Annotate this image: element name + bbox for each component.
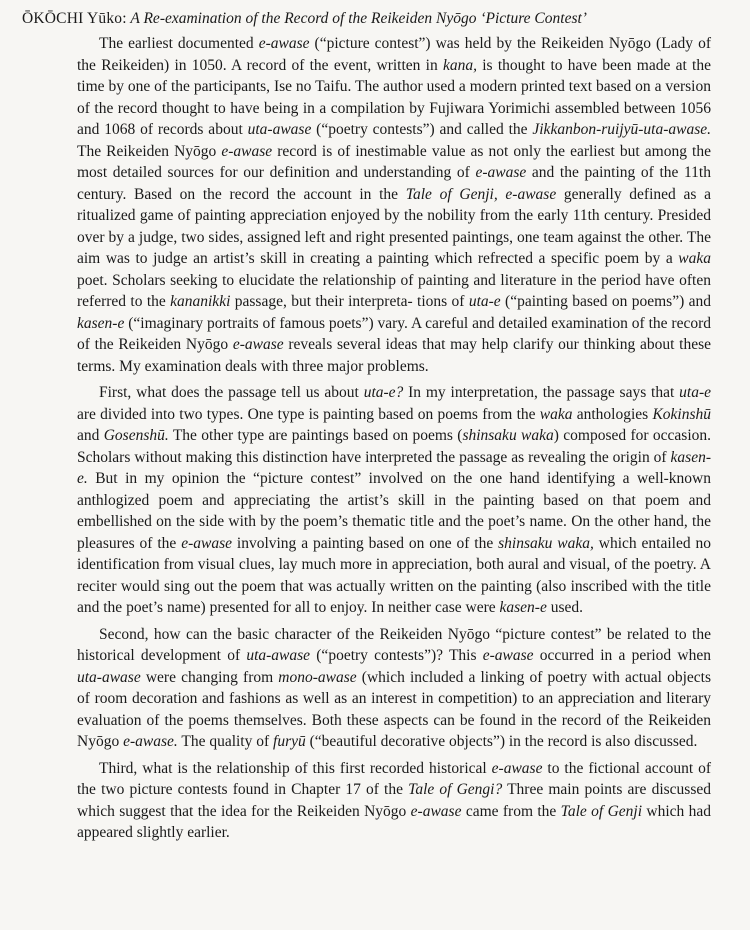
- italic-term: uta-awase: [77, 668, 141, 686]
- body-paragraph: [77, 33, 711, 377]
- italic-term: kasen-e.: [77, 448, 711, 487]
- text-run: and the painting of the 11th century. Based on the record the account in the: [77, 164, 711, 203]
- italic-term: e-awase: [181, 534, 232, 552]
- italic-term: Tale of Genji: [560, 802, 643, 820]
- italic-term: mono-awase: [278, 668, 357, 686]
- text-run: The quality of: [177, 733, 274, 750]
- text-run: (“beautiful decorative objects”) in the record is also discussed.: [305, 733, 698, 750]
- body-paragraph: [77, 382, 711, 619]
- text-run: poet. Scholars seeking to elucidate the relationship of painting and literature in the period have often referred to the: [77, 271, 711, 310]
- text-run: (“painting based on poems”) and: [500, 293, 711, 310]
- italic-term: kasen-e: [499, 599, 547, 616]
- text-run: to the fictional account of the two picture contests found in Chapter 17 of the: [77, 759, 711, 798]
- text-run: The other type are paintings based on poems (: [168, 427, 463, 444]
- italic-term: waka: [678, 250, 711, 267]
- text-run: anthologies: [572, 405, 653, 423]
- text-run: which entailed no identification from visual clues, lay much more in appreciation, both aural and visual, of the poetry. A reciter would sing out the poem that was actually written on the painting (also inscribed with the title and the poet’s name) presented for all to enjoy. In neither case were: [77, 534, 711, 616]
- text-run: But in my opinion the “picture contest” involved on the one hand identifying a well-known anthlogized poem and appreciating the artist’s skill in the painting based on that poem and embellished on the side with by the poem’s thematic title and the poet’s name. On the other hand, the pleasures of the: [77, 470, 711, 552]
- heading-separator: :: [122, 10, 131, 27]
- text-run: (“poetry contests”)? This: [310, 647, 483, 664]
- text-run: used.: [546, 599, 584, 616]
- text-run: involving a painting based on one of the: [232, 534, 499, 552]
- text-run: Three main points are discussed which suggest that the idea for the Reikeiden Nyōgo: [77, 781, 711, 820]
- author-name: ŌKŌCHI Yūko: [22, 10, 123, 27]
- text-run: were changing from: [140, 668, 279, 686]
- italic-term: kananikki: [170, 293, 231, 310]
- body-paragraph: [77, 758, 711, 844]
- text-run: First, what does the passage tell us about: [99, 384, 364, 401]
- text-run: which had appeared slightly earlier.: [77, 802, 711, 841]
- italic-term: e-awase: [491, 759, 543, 777]
- text-run: came from the: [461, 802, 561, 820]
- italic-term: Kokinshū: [652, 405, 711, 423]
- text-run: reveals several ideas that may help clarify our thinking about these terms. My examination deals with three major problems.: [77, 336, 711, 375]
- italic-term: kana,: [442, 56, 477, 74]
- italic-term: e-awase: [232, 336, 284, 353]
- text-run: (which included a linking of poetry with actual objects of room decoration and fashions as well as an interest in competition) to an appreciation and literary evaluation of the poems themselves. Both these aspects can be found in the record of the Reikeiden Nyōgo: [77, 668, 711, 750]
- italic-term: uta-e: [679, 384, 711, 401]
- text-run: Third, what is the relationship of this first recorded historical: [99, 759, 492, 777]
- text-run: ) composed for occasion. Scholars without making this distinction have interpreted the passage as revealing the origin of: [77, 427, 712, 466]
- text-run: (“poetry contests”) and called the: [311, 121, 533, 138]
- italic-term: shinsaku waka: [462, 427, 554, 444]
- text-run: passage, but their interpreta- tions of: [230, 293, 469, 310]
- italic-term: e-awase: [258, 35, 310, 52]
- text-run: is thought to have been made at the time by one of the participants, Ise no Taifu. The author used a modern printed text based on a version of the record thought to have being in a compilation by Fujiwara Yorimichi assembled between 1056 and 1068 of records about: [77, 56, 711, 138]
- text-run: generally defined as a ritualized game of painting appreciation enjoyed by the nobility from the early 11th century. Presided over by a judge, two sides, assigned left and right presented paintings, one team against the other. The aim was to judge an artist’s skill in creating a painting which refrected a specific poem by a: [77, 185, 711, 267]
- italic-term: Gosenshū.: [103, 427, 169, 444]
- italic-term: furyū: [273, 733, 306, 750]
- italic-term: Tale of Gengi?: [408, 781, 503, 798]
- article-title: A Re-examination of the Record of the Reikeiden Nyōgo ‘Picture Contest’: [130, 10, 587, 27]
- italic-term: e-awase.: [123, 733, 178, 750]
- text-run: are divided into two types. One type is painting based on poems from the: [77, 405, 540, 423]
- italic-term: uta-e: [468, 293, 501, 310]
- italic-term: e-awase: [482, 647, 534, 664]
- italic-term: shinsaku waka,: [498, 534, 594, 552]
- text-run: occurred in a period when: [533, 647, 711, 664]
- body-paragraph: [77, 624, 711, 753]
- text-run: (“imaginary portraits of famous poets”) vary. A careful and detailed examination of the record of the Reikeiden Nyōgo: [77, 314, 711, 353]
- italic-term: Tale of Genji, e-awase: [405, 185, 557, 203]
- article-heading: [22, 8, 720, 30]
- italic-term: waka: [539, 405, 573, 423]
- italic-term: e-awase: [221, 142, 273, 160]
- text-run: The Reikeiden Nyōgo: [77, 142, 222, 160]
- italic-term: e-awase: [475, 164, 527, 181]
- text-run: In my interpretation, the passage says that: [403, 384, 680, 401]
- italic-term: uta-e?: [363, 384, 404, 401]
- text-run: Second, how can the basic character of the Reikeiden Nyōgo “picture contest” be related to the historical development of: [77, 625, 711, 664]
- italic-term: kasen-e: [77, 314, 125, 332]
- italic-term: Jikkanbon-ruijyū-uta-awase.: [532, 121, 712, 138]
- text-run: (“picture contest”) was held by the Reikeiden Nyōgo (Lady of the Reikeiden) in 1050. A record of the event, written in: [77, 35, 712, 74]
- italic-term: e-awase: [410, 802, 462, 820]
- italic-term: uta-awase: [247, 121, 312, 138]
- text-run: record is of inestimable value as not only the earliest but among the most detailed sources for our definition and understanding of: [77, 142, 711, 181]
- article-body: [22, 33, 711, 844]
- italic-term: uta-awase: [246, 647, 311, 664]
- text-run: and: [77, 427, 104, 444]
- text-run: The earliest documented: [99, 35, 259, 52]
